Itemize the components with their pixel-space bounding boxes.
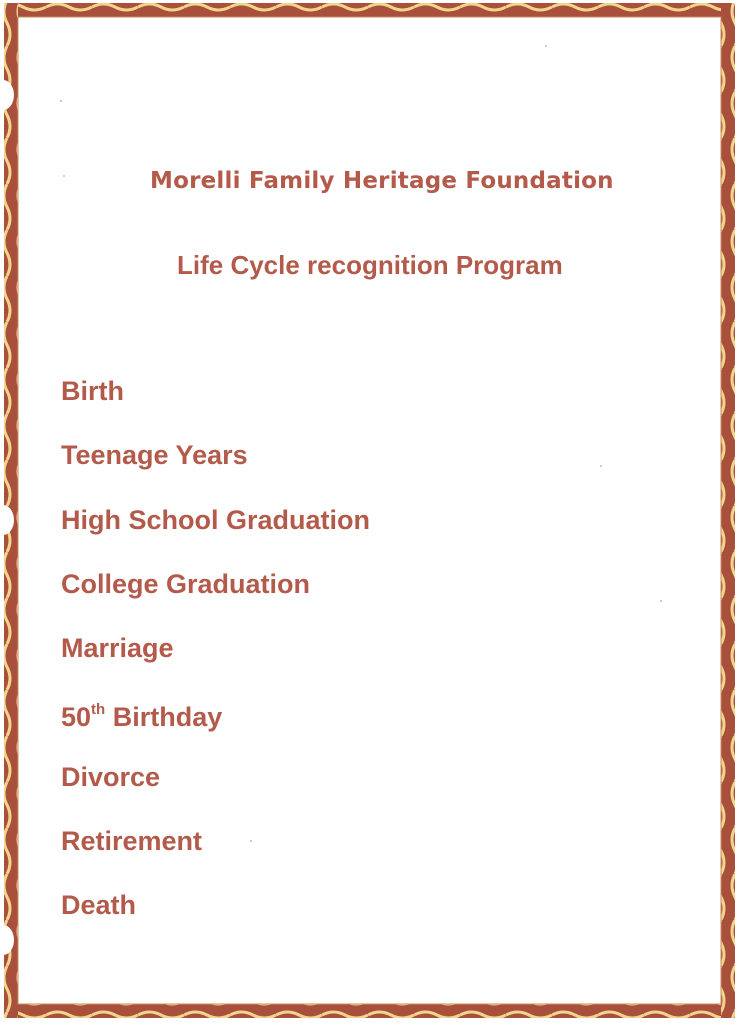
- event-college-graduation: College Graduation: [61, 568, 311, 599]
- program-title: Life Cycle recognition Program: [177, 250, 563, 280]
- event-marriage: Marriage: [61, 633, 174, 664]
- event-suffix: Birthday: [105, 702, 223, 733]
- scan-speck: [660, 600, 662, 602]
- event-divorce: Divorce: [61, 761, 161, 792]
- event-death: Death: [61, 890, 137, 921]
- event-high-school-graduation: High School Graduation: [61, 504, 370, 535]
- ordinal-suffix: th: [91, 701, 106, 719]
- event-retirement: Retirement: [61, 826, 203, 857]
- event-birth: Birth: [61, 376, 124, 406]
- scan-speck: [600, 465, 602, 467]
- event-50th-birthday: [61, 693, 370, 757]
- scan-speck: [63, 175, 65, 177]
- scan-speck: [545, 45, 547, 47]
- life-event-list: [61, 372, 370, 951]
- event-teenage-years: Teenage Years: [61, 440, 248, 471]
- organization-title: Morelli Family Heritage Foundation: [150, 168, 614, 194]
- scan-speck: [60, 100, 62, 102]
- event-number: 50: [61, 702, 92, 733]
